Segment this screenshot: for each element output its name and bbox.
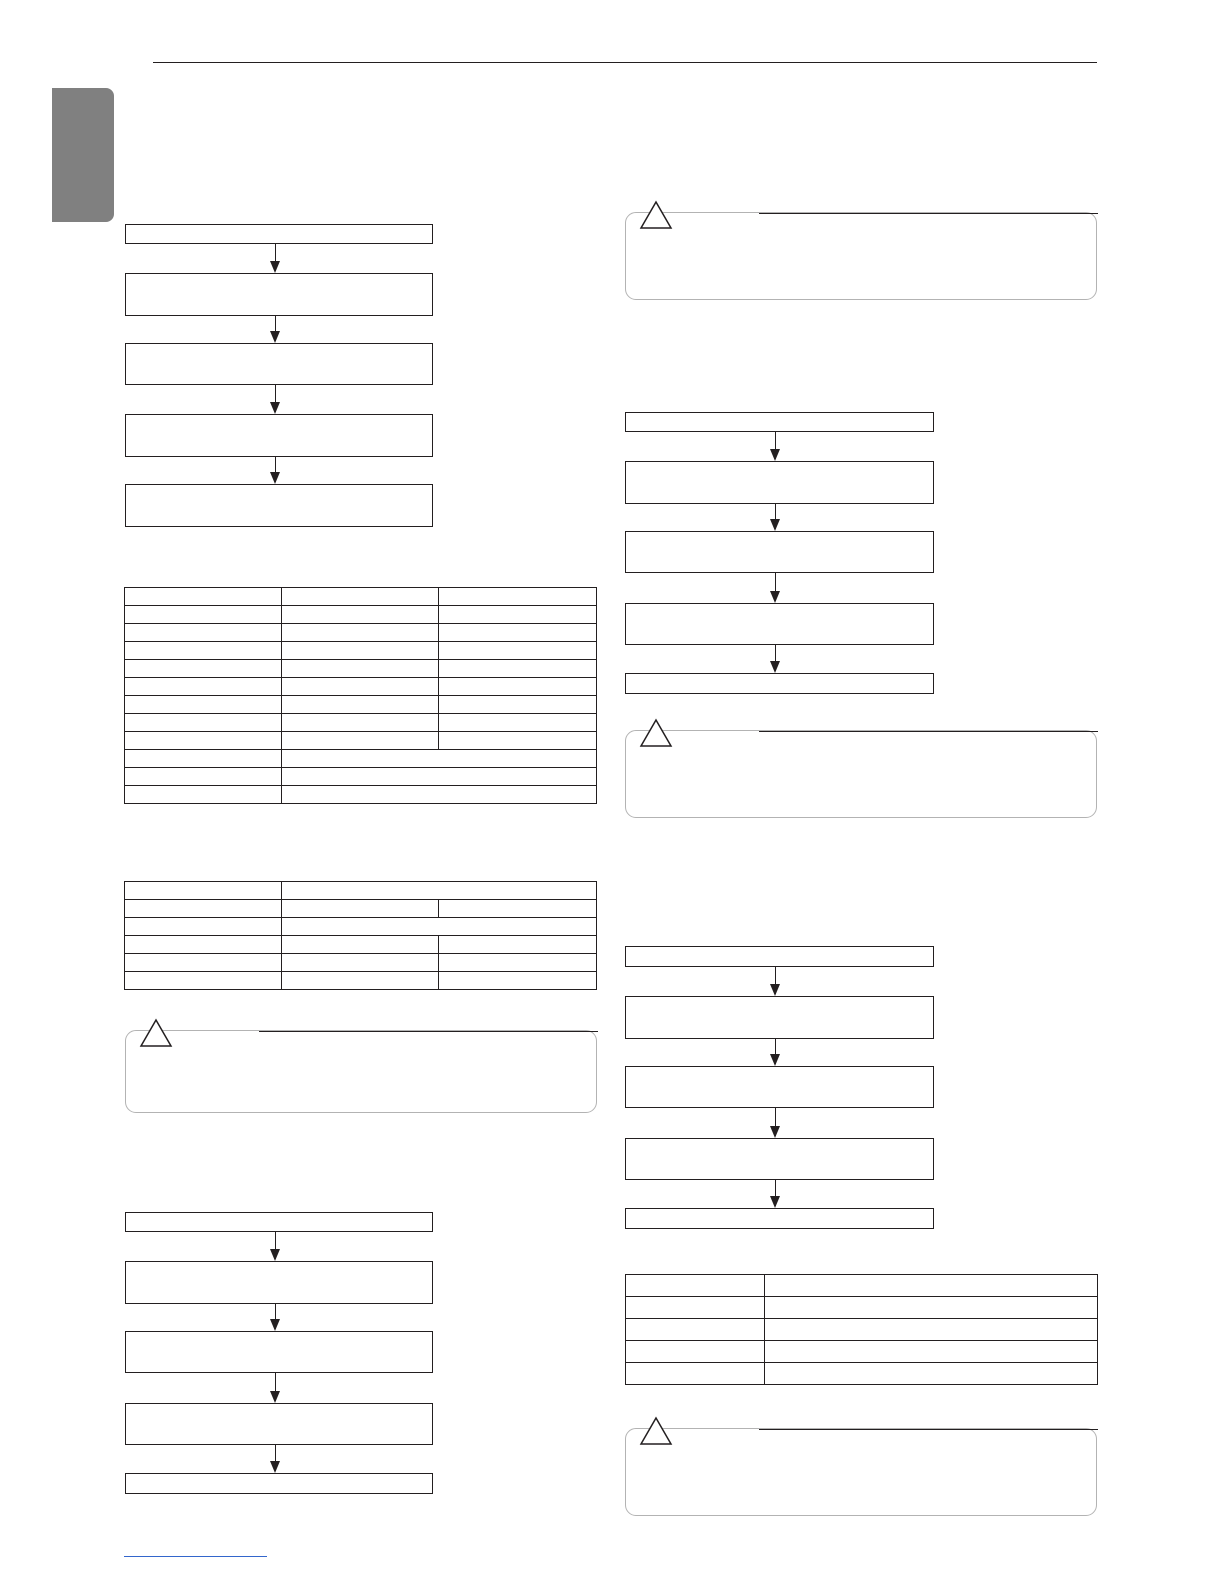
table-row [125,588,597,606]
table-row [125,918,597,936]
flow-step [125,414,433,457]
flow-step [125,1261,433,1304]
flow-arrow [275,385,276,412]
table-row [125,936,597,954]
caution-title-rule [759,213,1098,214]
flow-arrow [275,316,276,341]
flow-step [625,1138,934,1180]
spec-table-1 [124,587,597,804]
flow-arrow [775,967,776,994]
flow-step [125,343,433,385]
flow-arrow [775,1039,776,1064]
header-rule [153,62,1097,63]
flow-step [625,461,934,504]
footer-link[interactable] [124,1556,267,1557]
flow-step [125,273,433,316]
warning-triangle-icon [639,718,673,748]
flow-step [625,531,934,573]
section-tab [52,88,114,222]
warning-triangle-icon [139,1018,173,1048]
flow-arrow [775,504,776,529]
flow-arrow [775,573,776,601]
flow-step [625,603,934,645]
caution-title-rule [759,1429,1098,1430]
table-row [125,714,597,732]
flow-arrow [275,1373,276,1401]
flow-step [625,412,934,432]
table-row [125,750,597,768]
caution-title-rule [259,1031,598,1032]
table-row [125,624,597,642]
flow-arrow [275,1232,276,1259]
caution-box-right-2 [625,730,1097,818]
spec-table-3 [625,1274,1098,1385]
flow-step [125,484,433,527]
flow-arrow [775,1180,776,1206]
flow-step [625,673,934,694]
table-row [125,606,597,624]
table-row [125,732,597,750]
caution-box-right-1 [625,212,1097,300]
table-row [626,1363,1098,1385]
table-row [125,642,597,660]
table-row [125,660,597,678]
warning-triangle-icon [639,200,673,230]
table-row [125,954,597,972]
flow-step [625,1208,934,1229]
flow-step [625,996,934,1039]
flow-step [625,1066,934,1108]
table-row [125,678,597,696]
table-row [125,696,597,714]
table-row [626,1275,1098,1297]
flow-arrow [775,645,776,671]
flow-arrow [775,1108,776,1136]
caution-title-rule [759,731,1098,732]
table-row [125,900,597,918]
table-row [626,1297,1098,1319]
caution-box-left [125,1030,597,1113]
table-row [125,882,597,900]
flow-arrow [275,244,276,271]
flow-arrow [275,1304,276,1329]
caution-box-right-3 [625,1428,1097,1516]
flow-step [125,1331,433,1373]
flow-step [625,946,934,967]
flow-arrow [275,1445,276,1471]
flow-arrow [775,432,776,459]
flow-step [125,1212,433,1232]
table-row [125,786,597,804]
table-row [125,768,597,786]
flow-step [125,1473,433,1494]
table-row [626,1319,1098,1341]
warning-triangle-icon [639,1416,673,1446]
flow-step [125,224,433,244]
flow-arrow [275,457,276,482]
table-row [626,1341,1098,1363]
flow-step [125,1403,433,1445]
table-row [125,972,597,990]
spec-table-2 [124,881,597,990]
